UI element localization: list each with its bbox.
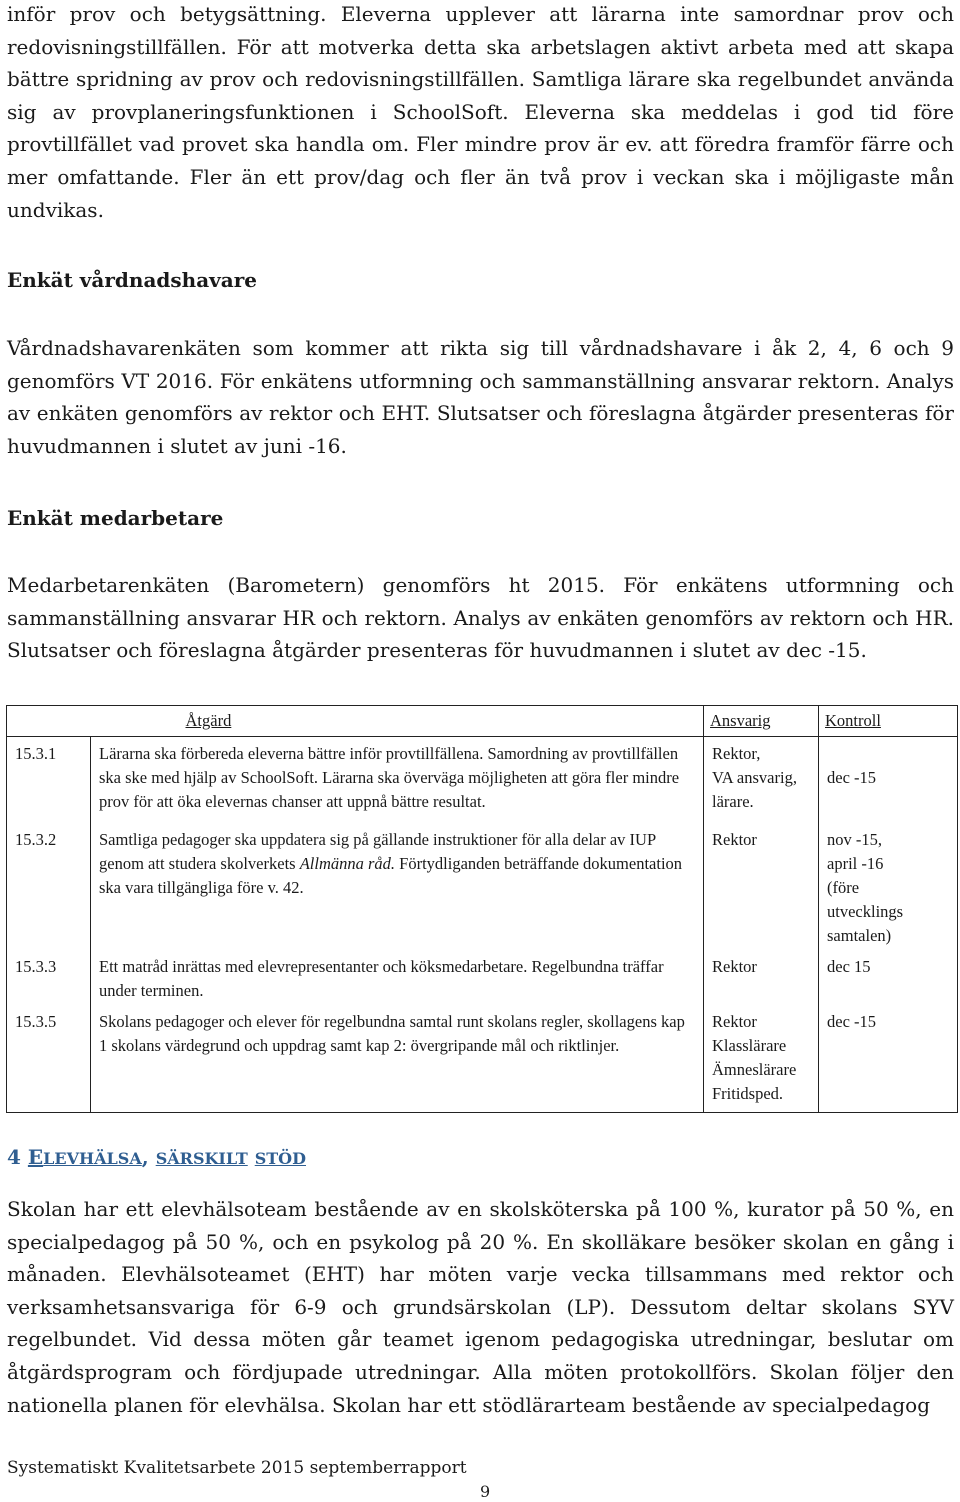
survey-guardians-heading: Enkät vårdnadshavare (7, 268, 257, 292)
section-title-separator: , (141, 1145, 156, 1169)
page-number: 9 (480, 1482, 491, 1501)
row-control: dec 15 (819, 950, 958, 1005)
row-number: 15.3.1 (7, 737, 91, 817)
row-number: 15.3.3 (7, 950, 91, 1005)
section-title-part1: E (27, 1145, 44, 1169)
section-4-paragraph: Skolan har ett elevhälsoteam bestående av en skolsköterska på 100 %, kurator på 50 %, en specialpedagog på 50 %, och en psykolog på 20 %. En skolläkare besöker skolan en gång i månaden. Elevhälsoteamet (EHT) har möten varje vecka tillsammans med rektor och verksamhetsansvariga för 6-9 och grundsärskolan (LP). Dessutom deltar skolans SYV regelbundet. Vid dessa möten går teamet igenom pedagogiska utredningar, beslutar om åtgärdsprogram och fördjupade utredningar. Alla möten protokollförs. Skolan följer den nationella planen för elevhälsa. Skolan har ett stödlärarteam bestående av specialpedagog (7, 1197, 954, 1417)
header-responsible: Ansvarig (704, 706, 819, 737)
section-4-heading (7, 1143, 306, 1173)
action-table (6, 705, 958, 1113)
footer-text: Systematiskt Kvalitetsarbete 2015 septemberrapport (7, 1458, 467, 1478)
table-row (7, 737, 958, 817)
row-responsible: Rektor (704, 950, 819, 1005)
section-number: 4 (7, 1145, 21, 1169)
header-number-cell (7, 706, 91, 737)
row-responsible: Rektor (704, 816, 819, 950)
section-title-part3: SÄRSKILT (155, 1149, 248, 1168)
header-action: Åtgärd (91, 706, 704, 737)
header-control: Kontroll (819, 706, 958, 737)
row-number: 15.3.5 (7, 1005, 91, 1113)
row-control: nov -15, april -16 (före utvecklings samtalen) (819, 816, 958, 950)
survey-staff-paragraph: Medarbetarenkäten (Barometern) genomförs ht 2015. För enkätens utformning och sammanställning ansvarar HR och rektorn. Analys av enkäten genomförs av rektorn och HR. Slutsatser och föreslagna åtgärder presenteras för huvudmannen i slutet av dec -15. (7, 573, 954, 663)
row-action-italic: Allmänna råd. (299, 854, 396, 873)
row-control: dec -15 (819, 737, 958, 817)
row-action (91, 816, 704, 950)
survey-staff-heading: Enkät medarbetare (7, 506, 224, 530)
section-title-part2: LEVHÄLSA (43, 1149, 142, 1168)
row-number: 15.3.2 (7, 816, 91, 950)
row-control: dec -15 (819, 1005, 958, 1113)
row-action-text-after: Förtydliganden beträffande dokumentation ska vara tillgängliga före v. 42. (99, 854, 683, 897)
table-row (7, 950, 958, 1005)
row-action: Skolans pedagoger och elever för regelbundna samtal runt skolans regler, skollagens kap 1 skolans värdegrund och uppdrag samt kap 2: övergripande mål och riktlinjer. (91, 1005, 704, 1113)
row-action-text: Samtliga pedagoger ska uppdatera sig på gällande instruktioner för alla delar av IUP genom att studera skolverkets (99, 830, 656, 873)
survey-guardians-paragraph: Vårdnadshavarenkäten som kommer att rikta sig till vårdnadshavare i åk 2, 4, 6 och 9 genomförs VT 2016. För enkätens utformning och sammanställning ansvarar rektorn. Analys av enkäten genomförs av rektor och EHT. Slutsatser och föreslagna åtgärder presenteras för huvudmannen i slutet av juni -16. (7, 336, 954, 458)
table-row (7, 1005, 958, 1113)
row-responsible: Rektor, VA ansvarig, lärare. (704, 737, 819, 817)
row-responsible: Rektor Klasslärare Ämneslärare Fritidsped. (704, 1005, 819, 1113)
table-row (7, 816, 958, 950)
intro-paragraph: inför prov och betygsättning. Eleverna upplever att lärarna inte samordnar prov och redovisningstillfällen. För att motverka detta ska arbetslagen aktivt arbeta med att skapa bättre spridning av prov och redovisningstillfällen. Samtliga lärare ska regelbundet använda sig av provplaneringsfunktionen i SchoolSoft. Eleverna ska meddelas i god tid före provtillfället vad provet ska handla om. Fler mindre prov är ev. att föredra framför färre och mer omfattande. Fler än ett prov/dag och fler än två prov i veckan ska i möjligaste mån undvikas. (7, 2, 954, 222)
row-action: Lärarna ska förbereda eleverna bättre inför provtillfällena. Samordning av provtillfällen ska ske med hjälp av SchoolSoft. Lärarna ska överväga möjligheten att göra fler mindre prov för att öka elevernas chanser att uppnå bättre resultat. (91, 737, 704, 817)
table-header-row (7, 706, 958, 737)
row-action: Ett matråd inrättas med elevrepresentanter och köksmedarbetare. Regelbundna träffar under terminen. (91, 950, 704, 1005)
section-title-part4: STÖD (254, 1149, 306, 1168)
